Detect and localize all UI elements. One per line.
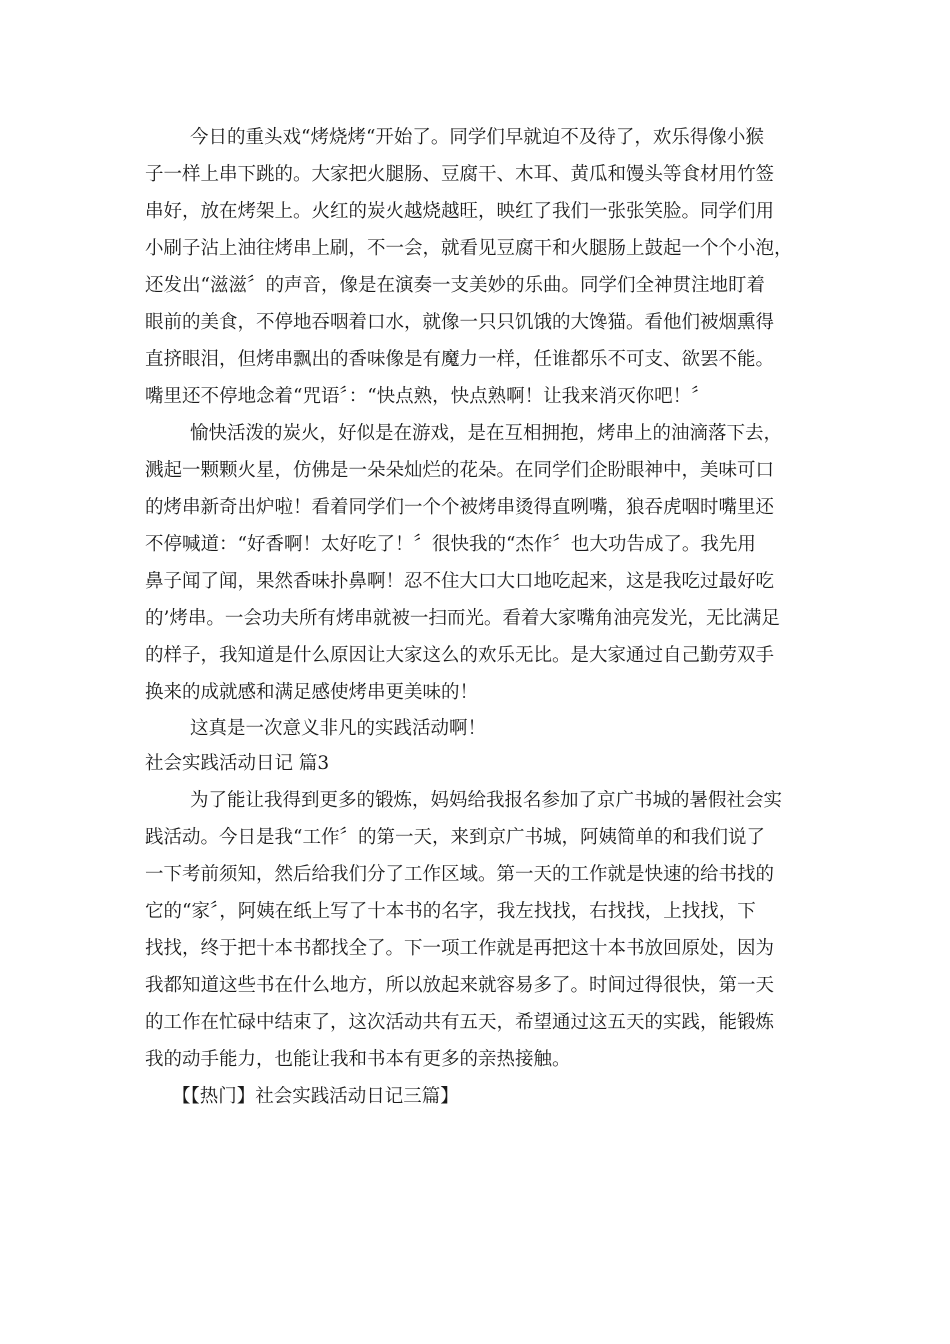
paragraph-line: 串好，放在烤架上。火红的炭火越烧越旺，映红了我们一张张笑脸。同学们用: [145, 201, 775, 222]
paragraph-line: 一下考前须知，然后给我们分了工作区域。第一天的工作就是快速的给书找的: [145, 864, 775, 885]
paragraph-line: 溅起一颗颗火星，仿佛是一朵朵灿烂的花朵。在同学们企盼眼神中，美味可口: [145, 460, 775, 481]
paragraph-line: 小刷子沾上油往烤串上刷，不一会，就看见豆腐干和火腿肠上鼓起一个个小泡，: [145, 238, 793, 259]
paragraph-line: 换来的成就感和满足感使烤串更美味的！: [145, 682, 479, 703]
paragraph-line: 嘴里还不停地念着“咒语〞：“快点熟，快点熟啊！让我来消灭你吧！〞: [145, 386, 710, 407]
paragraph-line: 还发出“滋滋〞的声音，像是在演奏一支美妙的乐曲。同学们全神贯注地盯着: [145, 275, 765, 296]
paragraph-line: 直挤眼泪，但烤串飘出的香味像是有魔力一样，任谁都乐不可支、欲罢不能。: [145, 349, 775, 370]
paragraph-line: 愉快活泼的炭火，好似是在游戏，是在互相拥抱，烤串上的油滴落下去，: [190, 423, 783, 444]
paragraph-line: 的’烤串。一会功夫所有烤串就被一扫而光。看着大家嘴角油亮发光，无比满足: [145, 608, 780, 629]
paragraph-line: 这真是一次意义非凡的实践活动啊！: [190, 718, 487, 739]
paragraph-line: 它的“家〞，阿姨在纸上写了十本书的名字，我左找找，右找找，上找找，下: [145, 901, 756, 922]
paragraph-line: 的工作在忙碌中结束了，这次活动共有五天，希望通过这五天的实践，能锻炼: [145, 1012, 775, 1033]
paragraph-line: 鼻子闻了闻，果然香味扑鼻啊！忍不住大口大口地吃起来，这是我吃过最好吃: [145, 571, 775, 592]
paragraph-line: 的烤串新奇出炉啦！看着同学们一个个被烤串烫得直咧嘴，狼吞虎咽时嘴里还: [145, 497, 775, 518]
paragraph-line: 找找，终于把十本书都找全了。下一项工作就是再把这十本书放回原处，因为: [145, 938, 775, 959]
document-footer-title: 【【热门】社会实践活动日记三篇】: [172, 1086, 459, 1107]
paragraph-line: 今日的重头戏“烤烧烤“开始了。同学们早就迫不及待了，欢乐得像小猴: [190, 127, 764, 148]
paragraph-line: 不停喊道：“好香啊！太好吃了！〞很快我的“杰作〞也大功告成了。我先用: [145, 534, 756, 555]
paragraph-line: 我的动手能力，也能让我和书本有更多的亲热接触。: [145, 1049, 571, 1070]
paragraph-line: 我都知道这些书在什么地方，所以放起来就容易多了。时间过得很快，第一天: [145, 975, 775, 996]
paragraph-line: 为了能让我得到更多的锻炼，妈妈给我报名参加了京广书城的暑假社会实: [190, 790, 783, 811]
paragraph-line: 践活动。今日是我“工作〞的第一天，来到京广书城，阿姨简单的和我们说了: [145, 827, 765, 848]
paragraph-line: 的样子，我知道是什么原因让大家这么的欢乐无比。是大家通过自己勤劳双手: [145, 645, 775, 666]
paragraph-line: 子一样上串下跳的。大家把火腿肠、豆腐干、木耳、黄瓜和馒头等食材用竹签: [145, 164, 775, 185]
paragraph-line: 眼前的美食，不停地吞咽着口水，就像一只只饥饿的大馋猫。看他们被烟熏得: [145, 312, 775, 333]
section-heading: 社会实践活动日记 篇3: [145, 753, 330, 774]
